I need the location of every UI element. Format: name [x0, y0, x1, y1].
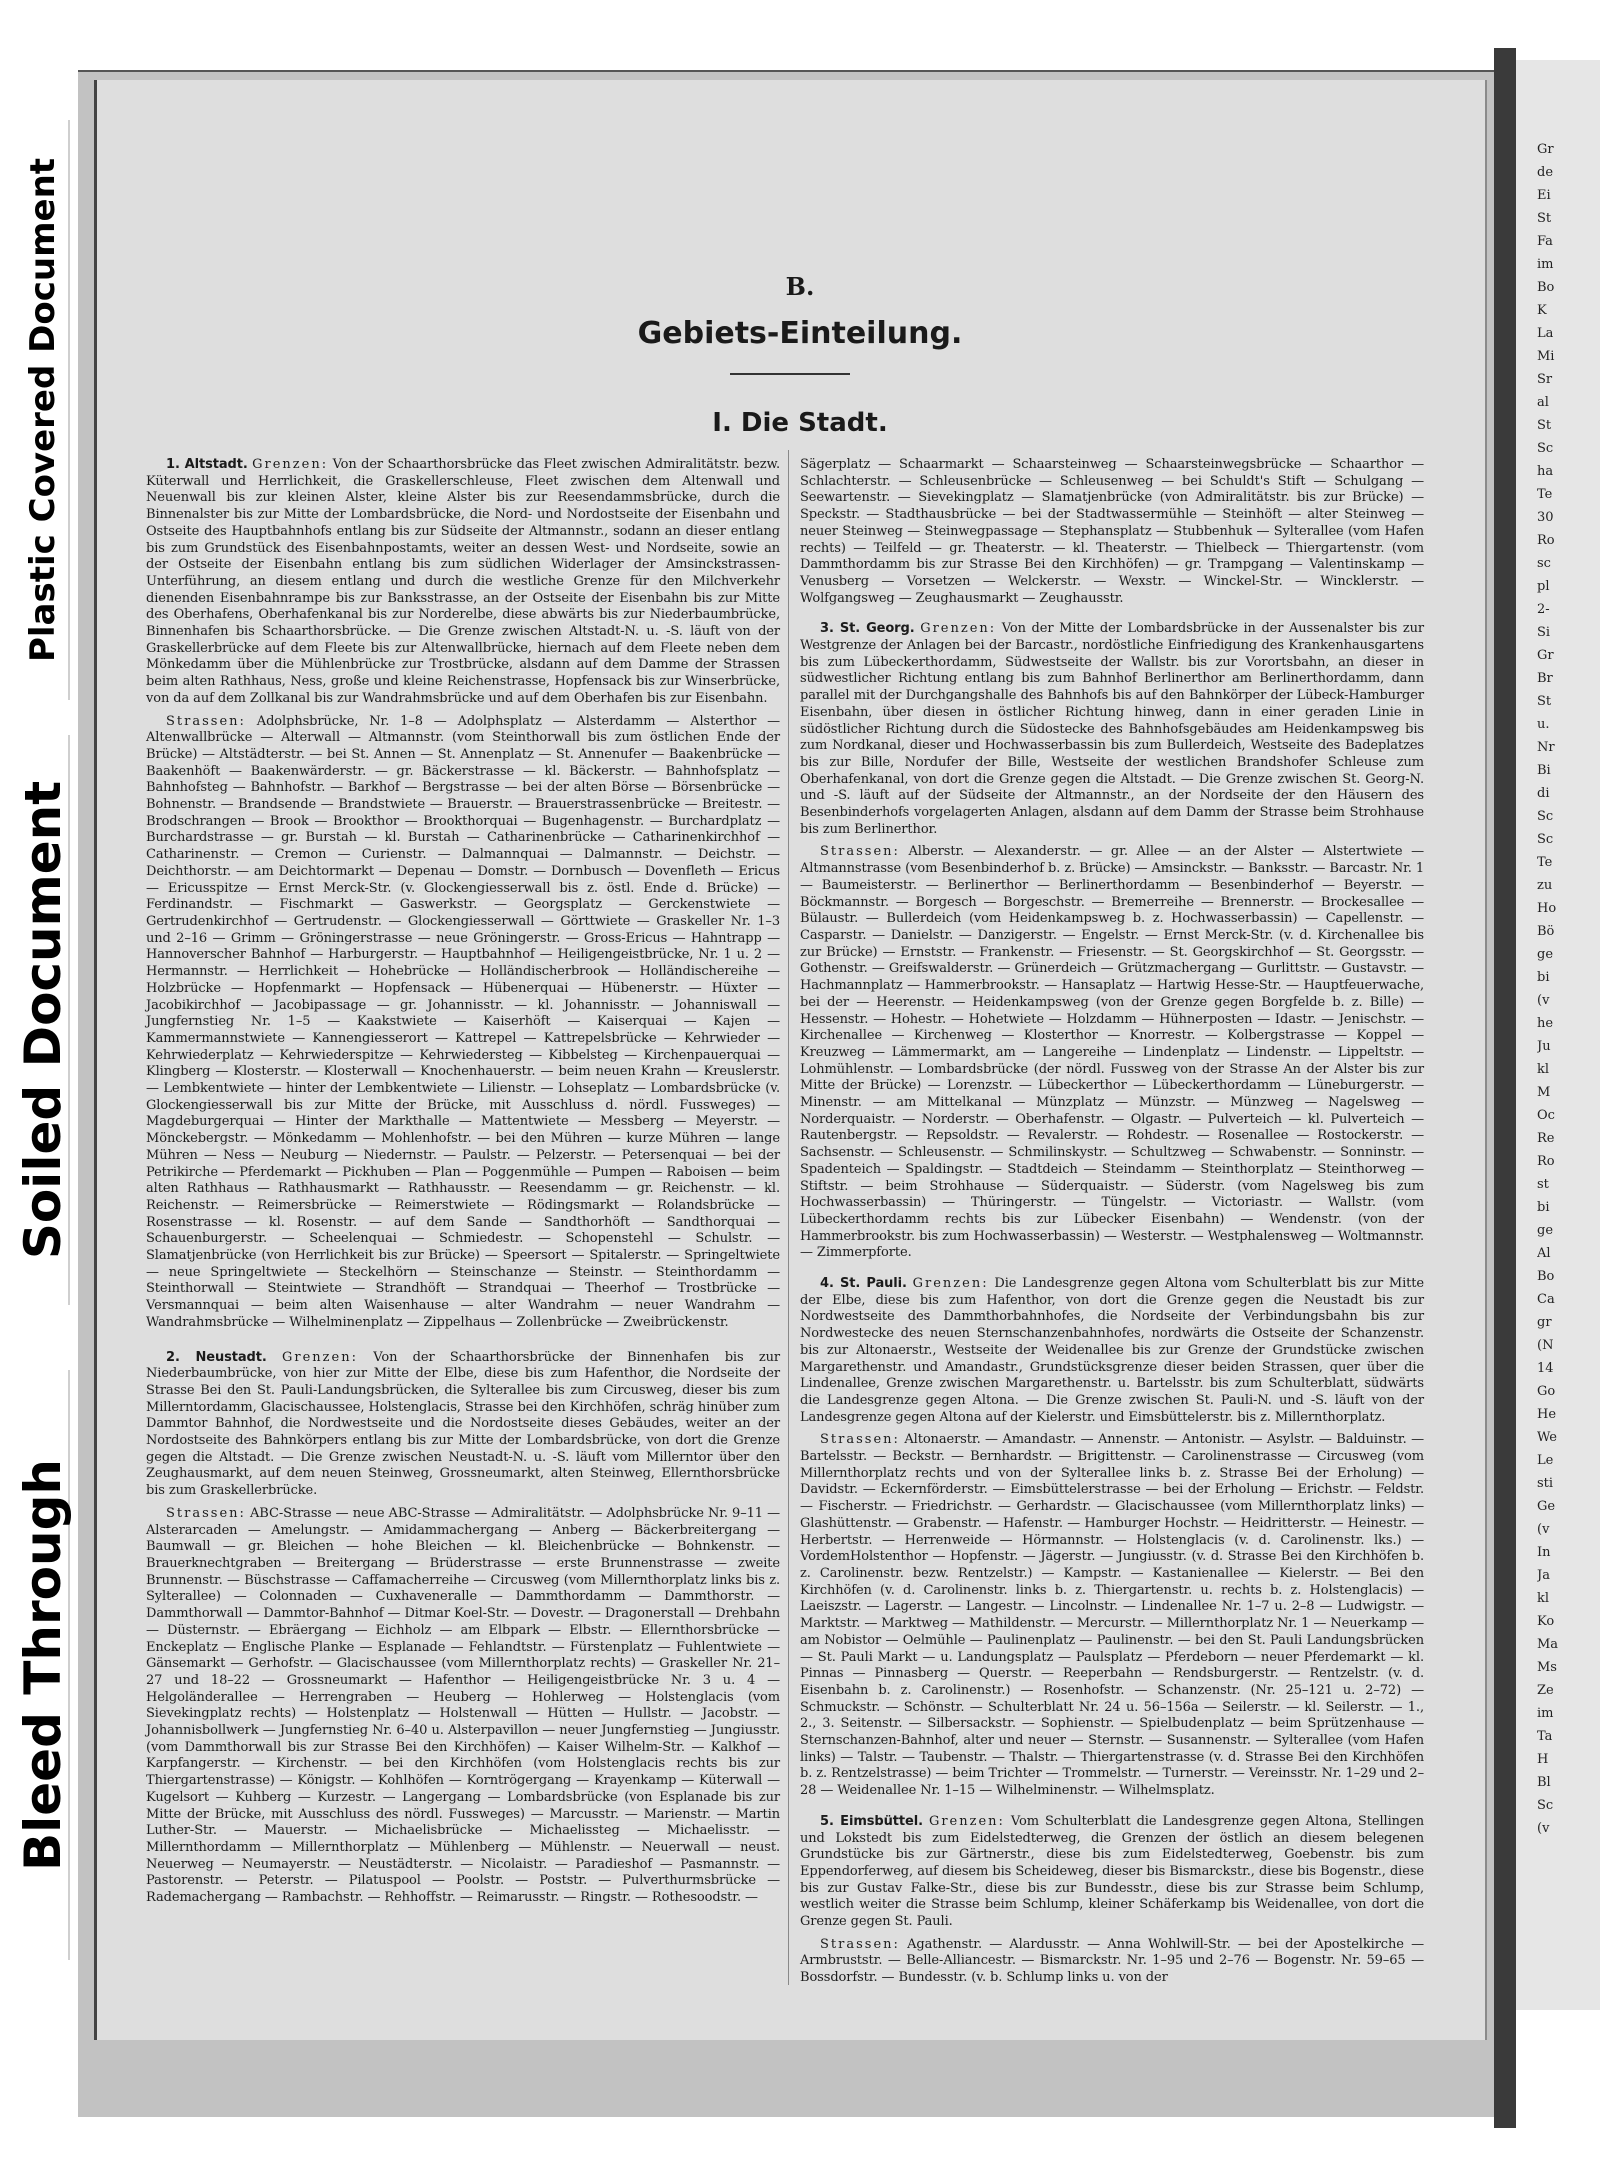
- adjacent-fragment: Br: [1537, 671, 1553, 686]
- page-title: Gebiets-Einteilung.: [637, 316, 963, 351]
- streets-st-georg: [800, 844, 1424, 1262]
- adjacent-fragment: 14: [1537, 1361, 1554, 1376]
- adjacent-fragment: (v: [1537, 1821, 1550, 1836]
- adjacent-fragment: Ta: [1537, 1729, 1553, 1744]
- adjacent-fragment: Te: [1537, 855, 1553, 870]
- adjacent-fragment: Ja: [1537, 1568, 1550, 1583]
- adjacent-fragment: zu: [1537, 878, 1553, 893]
- adjacent-fragment: St: [1537, 694, 1552, 709]
- stamp-label: Bleed Through: [14, 1459, 72, 1871]
- borders-label: Grenzen:: [252, 457, 329, 472]
- district-eimsbuettel: [800, 1814, 1424, 1931]
- left-column: [146, 457, 780, 1907]
- district-st-pauli: [800, 1276, 1424, 1426]
- adjacent-fragment: Nr: [1537, 740, 1555, 755]
- streets-label: Strassen:: [166, 1505, 246, 1521]
- district-title: 5. Eimsbüttel.: [820, 1813, 923, 1829]
- section-letter: B.: [785, 272, 815, 301]
- streets-text: Alberstr. — Alexanderstr. — gr. Allee — an der Alster — Alstertwiete — Altmannstrasse (vom Besenbinderhof b. z. Brücke) — Amsinckstr. — Banksstr. — Barcastr. Nr. 1 — Baumeisterstr. — Berlinerthor — Berlinerthordamm — Besenbinderhof — Beyerstr. — Böckmannstr. — Borgesch — Borgeschstr. — Bremerreihe — Brennerstr. — Brockesallee — Bülaustr. — Bullerdeich (vom Heidenkampsweg b. z. Hochwasserbassin) — Capellenstr. — Casparstr. — Danielstr. — Danzigerstr. — Engelstr. — Ernst Merck-Str. (v. d. Kirchenallee bis zur Brücke) — Ernststr. — Frankenstr. — Friesenstr. — St. Georgskirchhof — St. Georgsstr. — Gothenstr. — Greifswalderstr. — Grünerdeich — Grützmachergang — Gurlittstr. — Gustavstr. — Hachmannplatz — Hammerbrookstr. — Hansaplatz — Hartwig Hesse-Str. — Hauptfeuerwache, bei der — Heerenstr. — Heidenkampsweg (von der Grenze gegen Borgfelde b. z. Bille) — Hessenstr. — Hohestr. — Hohetwiete — Holzdamm — Hühnerposten — Idastr. — Jenischstr. — Kirchenallee — Kirchenweg — Klosterthor — Knorrestr. — Kolbergstrasse — Koppel — Kreuzweg — Lämmermarkt, am — Langereihe — Lindenplatz — Lindenstr. — Lippeltstr. — Lohmühlenstr. — Lombardsbrücke (der nördl. Fussweg von der Strasse An der Alster bis zur Mitte der Brücke) — Lorenzstr. — Lübeckerthor — Lübeckerthordamm — Lüneburgerstr. — Minenstr. — am Mittelkanal — Münzplatz — Münzstr. — Münzweg — Nagelsweg — Norderquaistr. — Norderstr. — Oberhafenstr. — Olgastr. — Pulverteich — kl. Pulverteich — Rautenbergstr. — Repsoldstr. — Revalerstr. — Rohdestr. — Rosenallee — Rostockerstr. — Sachsenstr. — Schleusenstr. — Schmilinskystr. — Schultzweg — Schwabenstr. — Sonninstr. — Spadenteich — Spaldingstr. — Stadtdeich — Steindamm — Steinthorplatz — Steinthorweg — Stiftstr. — beim Strohhause — Süderquaistr. — Süderstr. (vom Nagelsweg bis zum Hochwasserbassin) — Thüringerstr. — Tüngelstr. — Victoriastr. — Wallstr. (vom Lübeckerthordamm rechts bis zur Lübecker Eisenbahn) — Wendenstr. (von der Hammerbrookstr. bis zum Hochwasserbassin) — Westerstr. — Westphalensweg — Woltmannstr. — Zimmerpforte.: [800, 844, 1425, 1261]
- streets-label: Strassen:: [820, 1432, 900, 1448]
- adjacent-fragment: (v: [1537, 993, 1550, 1008]
- adjacent-fragment: ha: [1537, 464, 1554, 479]
- adjacent-fragment: Sc: [1537, 441, 1554, 456]
- adjacent-fragment: Ms: [1537, 1660, 1557, 1675]
- borders-label: Grenzen:: [912, 1276, 989, 1292]
- streets-label: Strassen:: [166, 713, 246, 729]
- stamp-soiled: [14, 735, 73, 1305]
- adjacent-page-text: [1537, 140, 1597, 1840]
- adjacent-fragment: ge: [1537, 947, 1554, 962]
- adjacent-fragment: de: [1537, 165, 1554, 180]
- adjacent-fragment: St: [1537, 211, 1552, 226]
- streets-text: Adolphsbrücke, Nr. 1–8 — Adolphsplatz — Alsterdamm — Alsterthor — Altenwallbrücke — Alterwall — Altmannstr. (vom Steinthorwall bis zum östlichen Ende der Brücke) — Altstädterstr. — bei St. Annen — St. Annenplatz — St. Annenufer — Baakenbrücke — Baakenhöft — Baakenwärderstr. — gr. Bäckerstrasse — kl. Bäckerstr. — Bahnhofsplatz — Bahnhofsteg — Bahnhofstr. — Barkhof — Bergstrasse — bei der alten Börse — Börsenbrücke — Bohnenstr. — Brandsende — Brandstwiete — Brauerstr. — Brauerstrassenbrücke — Breitestr. — Brodschrangen — Brook — Brookthor — Brookthorquai — Bugenhagenstr. — Burchardplatz — Burchardstrasse — gr. Burstah — kl. Burstah — Catharinenbrücke — Catharinenkirchhof — Catharinenstr. — Cremon — Curienstr. — Dalmannquai — Dalmannstr. — Deichstr. — Deichthorstr. — am Deichtormarkt — Depenau — Domstr. — Dornbusch — Dovenfleth — Ericus — Ericusspitze — Ernst Merck-Str. (v. Glockengiesserwall bis z. östl. Ende d. Brücke) — Ferdinandstr. — Fischmarkt — Gaswerkstr. — Georgsplatz — Gerckenstwiete — Gertrudenkirchhof — Gertrudenstr. — Glockengiesserwall — Görttwiete — Graskeller Nr. 1–3 und 2–16 — Grimm — Gröningerstrasse — neue Gröningerstr. — Gross-Ericus — Hahntrapp — Hannoverscher Bahnhof — Harburgerstr. — Hauptbahnhof — Heiligengeistbrücke, Nr. 1 u. 2 — Hermannstr. — Herrlichkeit — Hohebrücke — Holländischerbrook — Holländischereihe — Holzbrücke — Hopfenmarkt — Hopfensack — Hübenerquai — Hübenerstr. — Hüxter — Jacobikirchhof — Jacobipassage — gr. Johannisstr. — kl. Johannisstr. — Johanniswall — Jungfernstieg Nr. 1–5 — Kaakstwiete — Kaiserhöft — Kaiserquai — Kajen — Kammermannstwiete — Kannengiesserort — Kattrepel — Kattrepelsbrücke — Kehrwieder — Kehrwiederplatz — Kehrwiederspitze — Kehrwiedersteg — Kibbelsteg — Kirchenpauerquai — Klingberg — Klosterstr. — Klosterwall — Knochenhauerstr. — beim neuen Krahn — Kreuslerstr. — Lembkentwiete — hinter der Lembkentwiete — Lilienstr. — Lohseplatz — Lombardsbrücke (v. Glockengiesserwall bis zur Mitte der Brücke, mit Ausschluss d. nördl. Fussweges) — Magdeburgerquai — Hinter der Markthalle — Mattentwiete — Messberg — Meyerstr. — Mönckebergstr. — Mönkedamm — Mohlenhofstr. — bei den Mühren — kurze Mühren — lange Mühren — Ness — Neuburg — Niedernstr. — Paulstr. — Pelzerstr. — Petersenquai — bei der Petrikirche — Pferdemarkt — Pickhuben — Plan — Poggenmühle — Pumpen — Raboisen — beim alten Rathhaus — Rathhausmarkt — Rathhausstr. — Reesendamm — gr. Reichenstr. — kl. Reichenstr. — Reimersbrücke — Reimerstwiete — Rödingsmarkt — Rolandsbrücke — Rosenstrasse — kl. Rosenstr. — auf dem Sande — Sandthorhöft — Sandthorquai — Schauenburgerstr. — Scheelenquai — Schmiedestr. — Schopenstehl — Schulstr. — Slamatjenbrücke (von Herrlichkeit bis zur Brücke) — Speersort — Spitalerstr. — Springeltwiete — neue Springeltwiete — Steckelhörn — Steinschanze — Steinstr. — Steinthordamm — Steinthorwall — Steintwiete — Strandhöft — Strandquai — Theerhof — Trostbrücke — Versmannquai — beim alten Waisenhause — alter Wandrahm — neuer Wandrahm — Wandrahmsbrücke — Wilhelminenplatz — Zippelhaus — Zollenbrücke — Zweibrückenstr.: [146, 713, 780, 1330]
- district-title: 2. Neustadt.: [166, 1349, 267, 1365]
- column-divider: [788, 450, 789, 1985]
- adjacent-fragment: Sc: [1537, 809, 1554, 824]
- streets-neustadt-continued: [800, 457, 1424, 607]
- adjacent-fragment: Ko: [1537, 1614, 1555, 1629]
- right-column: [800, 457, 1424, 1987]
- adjacent-fragment: Bo: [1537, 280, 1555, 295]
- adjacent-fragment: 2-: [1537, 602, 1550, 617]
- adjacent-fragment: kl: [1537, 1591, 1550, 1606]
- streets-neustadt: [146, 1506, 780, 1907]
- adjacent-fragment: Ju: [1537, 1039, 1551, 1054]
- adjacent-fragment: sc: [1537, 556, 1551, 571]
- adjacent-fragment: Sc: [1537, 1798, 1554, 1813]
- adjacent-fragment: Sc: [1537, 832, 1554, 847]
- streets-text: ABC-Strasse — neue ABC-Strasse — Admiralitätstr. — Adolphsbrücke Nr. 9–11 — Alsterarcaden — Amelungstr. — Amidammachergang — Anberg — Bäckerbreitergang — Baumwall — gr. Bleichen — hohe Bleichen — kl. Bleichenbrücke — Bohnkenstr. — Brauerknechtgraben — Breitergang — Brüderstrasse — erste Brunnenstrasse — zweite Brunnenstr. — Büschstrasse — Caffamacherreihe — Circusweg (vom Millernthorplatz links bis z. Sylterallee) — Colonnaden — Cuxhaveneralle — Dammthordamm — Dammthorstr. — Dammthorwall — Dammtor-Bahnhof — Ditmar Koel-Str. — Dovestr. — Dragonerstall — Drehbahn — Düsternstr. — Ebräergang — Eichholz — am Elbpark — Elbstr. — Ellernthorsbrücke — Enckeplatz — Englische Planke — Esplanade — Fehlandtstr. — Fürstenplatz — Fuhlentwiete — Gänsemarkt — Gerhofstr. — Glacischaussee (vom Millernthorplatz rechts) — Graskeller Nr. 21–27 und 18–22 — Grossneumarkt — Hafenthor — Heiligengeistbrücke Nr. 3 u. 4 — Helgoländerallee — Herrengraben — Heuberg — Hohlerweg — Holstenglacis (vom Sievekingplatz rechts) — Holstenplatz — Holstenwall — Hütten — Hullstr. — Jacobstr. — Johannisbollwerk — Jungfernstieg Nr. 6–40 u. Alsterpavillon — neuer Jungfernstieg — Jungiusstr. (vom Dammthorwall bis zur Strasse Bei den Kirchhöfen) — Kaiser Wilhelm-Str. — Kalkhof — Karpfangerstr. — Kirchenstr. — bei den Kirchhöfen (vom Holstenglacis rechts bis zur Thiergartenstrasse) — Königstr. — Kohlhöfen — Korntrögergang — Krayenkamp — Küterwall — Kugelsort — Kuhberg — Kurzestr. — Langergang — Lombardsbrücke (von Esplanade bis zur Mitte der Brücke, mit Ausschluss des nördl. Fussweges) — Marcusstr. — Marienstr. — Martin Luther-Str. — Mauerstr. — Michaelisbrücke — Michaelissteg — Michaelisstr. — Millernthordamm — Millernthorplatz — Mühlenberg — Mühlenstr. — Neuerwall — neust. Neuerweg — Neumayerstr. — Neustädterstr. — Nicolaistr. — Paradieshof — Pasmannstr. — Pastorenstr. — Peterstr. — Pilatuspool — Poolstr. — Poststr. — Pulverthurmsbrücke — Rademachergang — Rambachstr. — Rehhoffstr. — Reimarusstr. — Ringstr. — Rothesoodstr. —: [146, 1505, 780, 1906]
- adjacent-fragment: Te: [1537, 487, 1553, 502]
- streets-label: Strassen:: [820, 844, 900, 860]
- adjacent-fragment: K: [1537, 303, 1547, 318]
- streets-eimsbuettel: [800, 1937, 1424, 1987]
- title-rule: [730, 373, 850, 375]
- adjacent-fragment: Mi: [1537, 349, 1555, 364]
- adjacent-fragment: Fa: [1537, 234, 1553, 249]
- adjacent-fragment: Bi: [1537, 763, 1551, 778]
- adjacent-fragment: al: [1537, 395, 1549, 410]
- borders-label: Grenzen:: [928, 1813, 1005, 1829]
- adjacent-fragment: We: [1537, 1430, 1557, 1445]
- book-spine-shadow: [1494, 48, 1516, 2128]
- streets-text: Agathenstr. — Alardusstr. — Anna Wohlwill-Str. — bei der Apostelkirche — Armbruststr. — Belle-Alliancestr. — Bismarckstr. Nr. 1–95 und 2–76 — Bogenstr. Nr. 59–65 — Bossdorfstr. — Bundesstr. (v. b. Schlump links u. von der: [800, 1936, 1424, 1986]
- adjacent-fragment: Ro: [1537, 533, 1555, 548]
- adjacent-fragment: H: [1537, 1752, 1549, 1767]
- stamp-label: Soiled Document: [14, 780, 73, 1260]
- district-altstadt: [146, 457, 780, 708]
- streets-text: Sägerplatz — Schaarmarkt — Schaarsteinweg — Schaarsteinwegsbrücke — Schaarthor — Schlachterstr. — Schleusenbrücke — Schleusenweg — bei Schuldt's Stift — Schulgang — Seewartenstr. — Sievekingplatz — Slamatjenbrücke (von Admiralitätstr. bis zur Brücke) — Speckstr. — Stadthausbrücke — bei der Stadtwassermühle — Steinhöft — alter Steinweg — neuer Steinweg — Steinwegpassage — Stephansplatz — Stubbenhuk — Sylterallee (vom Hafen rechts) — Teilfeld — gr. Theaterstr. — kl. Theaterstr. — Thielbeck — Thiergartenstr. (vom Dammthordamm bis zur Strasse Bei den Kirchhöfen) — gr. Trampgang — Valentinskamp — Venusberg — Vorsetzen — Welckerstr. — Wexstr. — Winckel-Str. — Wincklerstr. — Wolfgangsweg — Zeughausmarkt — Zeughausstr.: [800, 457, 1424, 606]
- adjacent-fragment: Oc: [1537, 1108, 1555, 1123]
- adjacent-fragment: bi: [1537, 1200, 1550, 1215]
- adjacent-fragment: di: [1537, 786, 1550, 801]
- condition-stamps: [0, 110, 82, 1870]
- adjacent-fragment: pl: [1537, 579, 1550, 594]
- streets-text: Altonaerstr. — Amandastr. — Annenstr. — Antonistr. — Asylstr. — Balduinstr. — Bartelsstr. — Beckstr. — Bernhardstr. — Brigittenstr. — Carolinenstrasse — Circusweg (vom Millernthorplatz rechts und von der Sylterallee links b. z. Strasse Bei der Erholung) — Davidstr. — Eckernförderstr. — Eimsbüttelerstrasse — bei der Erholung — Erichstr. — Feldstr. — Fischerstr. — Friedrichstr. — Gerhardstr. — Glacischaussee (vom Millernthorplatz links) — Glashüttenstr. — Grabenstr. — Hafenstr. — Hamburger Hochstr. — Heidritterstr. — Heinestr. — Herbertstr. — Herrenweide — Hörmannstr. — Holstenglacis (v. d. Carolinenstr. lks.) — VordemHolstenthor — Hopfenstr. — Jägerstr. — Jungiusstr. (v. d. Strasse Bei den Kirchhöfen b. z. Carolinenstr. bezw. Rentzelstr.) — Kampstr. — Kastanienallee — Kielerstr. — Bei den Kirchhöfen (v. d. Carolinenstr. links b. z. Thiergartenstr. u. rechts b. z. Holstenglacis) — Laeiszstr. — Lagerstr. — Langestr. — Lincolnstr. — Lindenallee Nr. 1–7 u. 2–8 — Ludwigstr. — Marktstr. — Marktweg — Mathildenstr. — Mercurstr. — Millernthorplatz Nr. 1 — Neuerkamp — am Nobistor — Oelmühle — Paulinenplatz — Paulinenstr. — bei den St. Pauli Landungsbrücken — St. Pauli Markt — u. Landungsplatz — Paulsplatz — Pferdeborn — neuer Pferdemarkt — kl. Pinnas — Pinnasberg — Querstr. — Reeperbahn — Rendsburgerstr. — Rentzelstr. (v. d. Eisenbahn b. z. Carolinenstr.) — Rosenhofstr. — Schanzenstr. (Nr. 25–121 u. 2–72) — Schmuckstr. — Schönstr. — Schulterblatt Nr. 24 u. 56–156a — Seilerstr. — kl. Seilerstr. — 1., 2., 3. Seitenstr. — Silbersackstr. — Sophienstr. — Spielbudenplatz — beim Sprützenhause — Sternschanzen-Bahnhof, alter und neuer — Sternstr. — Susannenstr. — Sylterallee (vom Hafen links) — Talstr. — Taubenstr. — Thalstr. — Thiergartenstrasse (v. d. Strasse Bei den Kirchhöfen b. z. Rentzelstrasse) — beim Trichter — Trommelstr. — Turnerstr. — Vereinsstr. Nr. 1–29 und 2–28 — Weidenallee Nr. 1–15 — Wilhelminenstr. — Wilhelmsplatz.: [800, 1432, 1424, 1799]
- borders-label: Grenzen:: [282, 1349, 358, 1365]
- adjacent-fragment: im: [1537, 257, 1554, 272]
- adjacent-fragment: im: [1537, 1706, 1554, 1721]
- adjacent-fragment: kl: [1537, 1062, 1550, 1077]
- adjacent-fragment: St: [1537, 418, 1552, 433]
- district-neustadt: [146, 1350, 780, 1500]
- district-title: 1. Altstadt.: [166, 457, 248, 472]
- adjacent-fragment: sti: [1537, 1476, 1554, 1491]
- borders-text: Von der Mitte der Lombardsbrücke in der Aussenalster bis zur Westgrenze der Anlagen bei der Barcastr., nordöstliche Einfriedigung des Krankenhausgartens bis zum Lübeckerthordamm, Südwestseite der Wallstr. bis zur Vorortsbahn, an dieser in südwestlicher Richtung entlang bis zum Bahnhof Berlinerthor am Berlinerthordamm, dann parallel mit der Durchgangshalle des Bahnhofs bis auf den Bahnkörper der Lübeck-Hamburger Eisenbahn, über diesen in östlicher Richtung hinweg, dann in einer geraden Linie in südöstlicher Richtung durch die Südostecke des Bahnhofsgebäudes am Heidenkampsweg bis zum Nordkanal, dieser und Hochwasserbassin bis zum Bullerdeich, Westseite des Badeplatzes bis zur Bille, Nordufer der Bille, Westseite der westlichen Brandshofer Schleuse zum Oberhafenkanal, von dort die Grenze gegen die Altstadt. — Die Grenze zwischen St. Georg-N. und -S. läuft auf der Südseite der Altmannstr., an der Nordseite der den Häusern des Besenbinderhofs vorgelagerten Anlagen, alsdann auf dem Damm der Strasse beim Strohhause bis zum Berlinerthor.: [800, 621, 1424, 837]
- adjacent-fragment: st: [1537, 1177, 1549, 1192]
- adjacent-fragment: bi: [1537, 970, 1550, 985]
- district-st-georg: [800, 621, 1424, 838]
- adjacent-fragment: Go: [1537, 1384, 1556, 1399]
- borders-text: Von der Schaarthorsbrücke das Fleet zwischen Admiralitätstr. bezw. Küterwall und Herrlichkeit, die Graskellerschleuse, Fleet zwischen dem Altenwall und Neuenwall bis zur kleinen Alster, kleine Alster bis zur Reesendammsbrücke, durch die Binnenalster bis zur Mitte der Lombardsbrücke, die Nord- und Nordostseite der Eisenbahn und Ostseite des Hauptbahnhofs entlang bis zur Südseite der Altmannstr., sodann an dieser entlang bis zum Grundstück des Eisenbahnpostamts, weiter an dessen West- und Nordseite, sowie an der Ostseite der Eisenbahn entlang bis zum südlichen Widerlager der Amsinckstrassen-Unterführung, an diesem entlang und durch die westliche Grenze für den Milchverkehr dienenden Eisenbahnrampe bis zur Banksstrasse, an der Ostseite der Eisenbahn bis zur Mitte des Oberhafens, Oberhafenkanal bis zur Norderelbe, diese abwärts bis zur Niederbaumbrücke, Binnenhafen bis Schaarthorsbrücke. — Die Grenze zwischen Altstadt-N. u. -S. läuft von der Graskellerbrücke auf dem Fleete bis zur Altenwallbrücke, hiernach auf dem Fleete neben dem Mönkedamm über die Mühlenbrücke zur Trostbrücke, alsdann auf dem Damme der Strassen beim alten Rathhaus, Ness, große und kleine Reichenstrasse, Hopfensack bis zur Winserbrücke, von da auf dem Zollkanal bis zur Wandrahmsbrücke und auf dem Oberhafen bis zur Eisenbahn.: [146, 457, 780, 706]
- adjacent-fragment: Ro: [1537, 1154, 1555, 1169]
- adjacent-fragment: Bl: [1537, 1775, 1551, 1790]
- adjacent-fragment: Al: [1537, 1246, 1551, 1261]
- adjacent-fragment: he: [1537, 1016, 1554, 1031]
- streets-altstadt: [146, 714, 780, 1332]
- adjacent-fragment: Gr: [1537, 648, 1554, 663]
- page-subtitle: I. Die Stadt.: [712, 408, 888, 438]
- adjacent-fragment: He: [1537, 1407, 1557, 1422]
- streets-st-pauli: [800, 1432, 1424, 1799]
- borders-label: Grenzen:: [920, 621, 997, 637]
- adjacent-fragment: gr: [1537, 1315, 1552, 1330]
- adjacent-fragment: (N: [1537, 1338, 1554, 1353]
- borders-text: Von der Schaarthorsbrücke der Binnenhafen bis zur Niederbaumbrücke, von hier zur Mitte der Elbe, diese bis zum Hafenthor, die Nordseite der Strasse Bei den St. Pauli-Landungsbrücken, die Sylterallee bis zum Circusweg, dieser bis zum Millerntordamm, Glacischaussee, Holstenglacis, Strasse bei den Kirchhöfen, schräg hinüber zum Dammtor Bahnhof, die Nordwestseite und die Nordostseite dieses Gebäudes, weiter an der Nordostseite des Bahnkörpers entlang bis zur Mitte der Lombardsbrücke, von dort die Grenze gegen die Altstadt. — Die Grenze zwischen Neustadt-N. u. -S. läuft vom Millerntor über den Zeughausmarkt, auf dem neuen Steinweg, Grossneumarkt, alten Steinweg, Ellernthorsbrücke bis zum Graskellerbrücke.: [146, 1349, 780, 1499]
- streets-label: Strassen:: [820, 1936, 900, 1952]
- stamp-label: Plastic Covered Document: [23, 157, 64, 663]
- adjacent-fragment: M: [1537, 1085, 1551, 1100]
- adjacent-fragment: Sr: [1537, 372, 1553, 387]
- adjacent-fragment: Ge: [1537, 1499, 1556, 1514]
- adjacent-fragment: 30: [1537, 510, 1554, 525]
- adjacent-fragment: Ei: [1537, 188, 1551, 203]
- district-title: 4. St. Pauli.: [820, 1276, 907, 1292]
- adjacent-fragment: Re: [1537, 1131, 1555, 1146]
- adjacent-fragment: La: [1537, 326, 1554, 341]
- adjacent-fragment: Gr: [1537, 142, 1554, 157]
- adjacent-fragment: Bö: [1537, 924, 1555, 939]
- adjacent-fragment: Si: [1537, 625, 1551, 640]
- adjacent-fragment: (v: [1537, 1522, 1550, 1537]
- adjacent-fragment: Ca: [1537, 1292, 1555, 1307]
- borders-text: Vom Schulterblatt die Landesgrenze gegen Altona, Stellingen und Lokstedt bis zum Eidelstedterweg, die Grenzen der östlich an diesem belegenen Grundstücke bis zur Gärtnerstr., diese bis zum Eidelstedterweg, Goebenstr. bis zum Eppendorferweg, auf diesem bis Scheideweg, dieser bis Bismarckstr., diese bis Bogenstr., diese bis zur Gustav Falke-Str., diese bis zur Bundesstr., diese bis zur Strasse beim Schlump, westlich weiter die Strasse beim Schlump, kleiner Schäferkamp bis Weidenallee, von dort die Grenze gegen St. Pauli.: [800, 1813, 1424, 1930]
- borders-text: Die Landesgrenze gegen Altona vom Schulterblatt bis zur Mitte der Elbe, diese bis zum Hafenthor, von dort die Grenze gegen die Neustadt bis zur Nordwestseite des Dammthorbahnhofes, die Nordseite der Verbindungsbahn bis zur Nordwestecke des neuen Sternschanzenbahnhofes, nordwärts die Ostseite der Schanzenstr. bis zur Altonaerstr., Westseite der Weidenallee bis zur Grenze der Grundstücke zwischen Margarethenstr. und Amandastr., Grundstücksgrenze dieser beiden Strassen, quer über die Lindenallee, Grenze zwischen Margarethenstr. u. Bartelsstr. bis zum Schulterblatt, südwärts die Landesgrenze gegen Altona. — Die Grenze zwischen St. Pauli-N. und -S. läuft von der Landesgrenze gegen Altona auf der Kielerstr. und Eimsbüttelerstr. bis z. Millernthorplatz.: [800, 1276, 1424, 1425]
- adjacent-fragment: Ho: [1537, 901, 1557, 916]
- adjacent-fragment: Ma: [1537, 1637, 1559, 1652]
- district-title: 3. St. Georg.: [820, 621, 915, 637]
- adjacent-fragment: Ze: [1537, 1683, 1554, 1698]
- adjacent-fragment: u.: [1537, 717, 1550, 732]
- adjacent-fragment: In: [1537, 1545, 1551, 1560]
- adjacent-fragment: Bo: [1537, 1269, 1555, 1284]
- adjacent-fragment: Le: [1537, 1453, 1554, 1468]
- stamp-bleed-through: [14, 1370, 72, 1960]
- adjacent-fragment: ge: [1537, 1223, 1554, 1238]
